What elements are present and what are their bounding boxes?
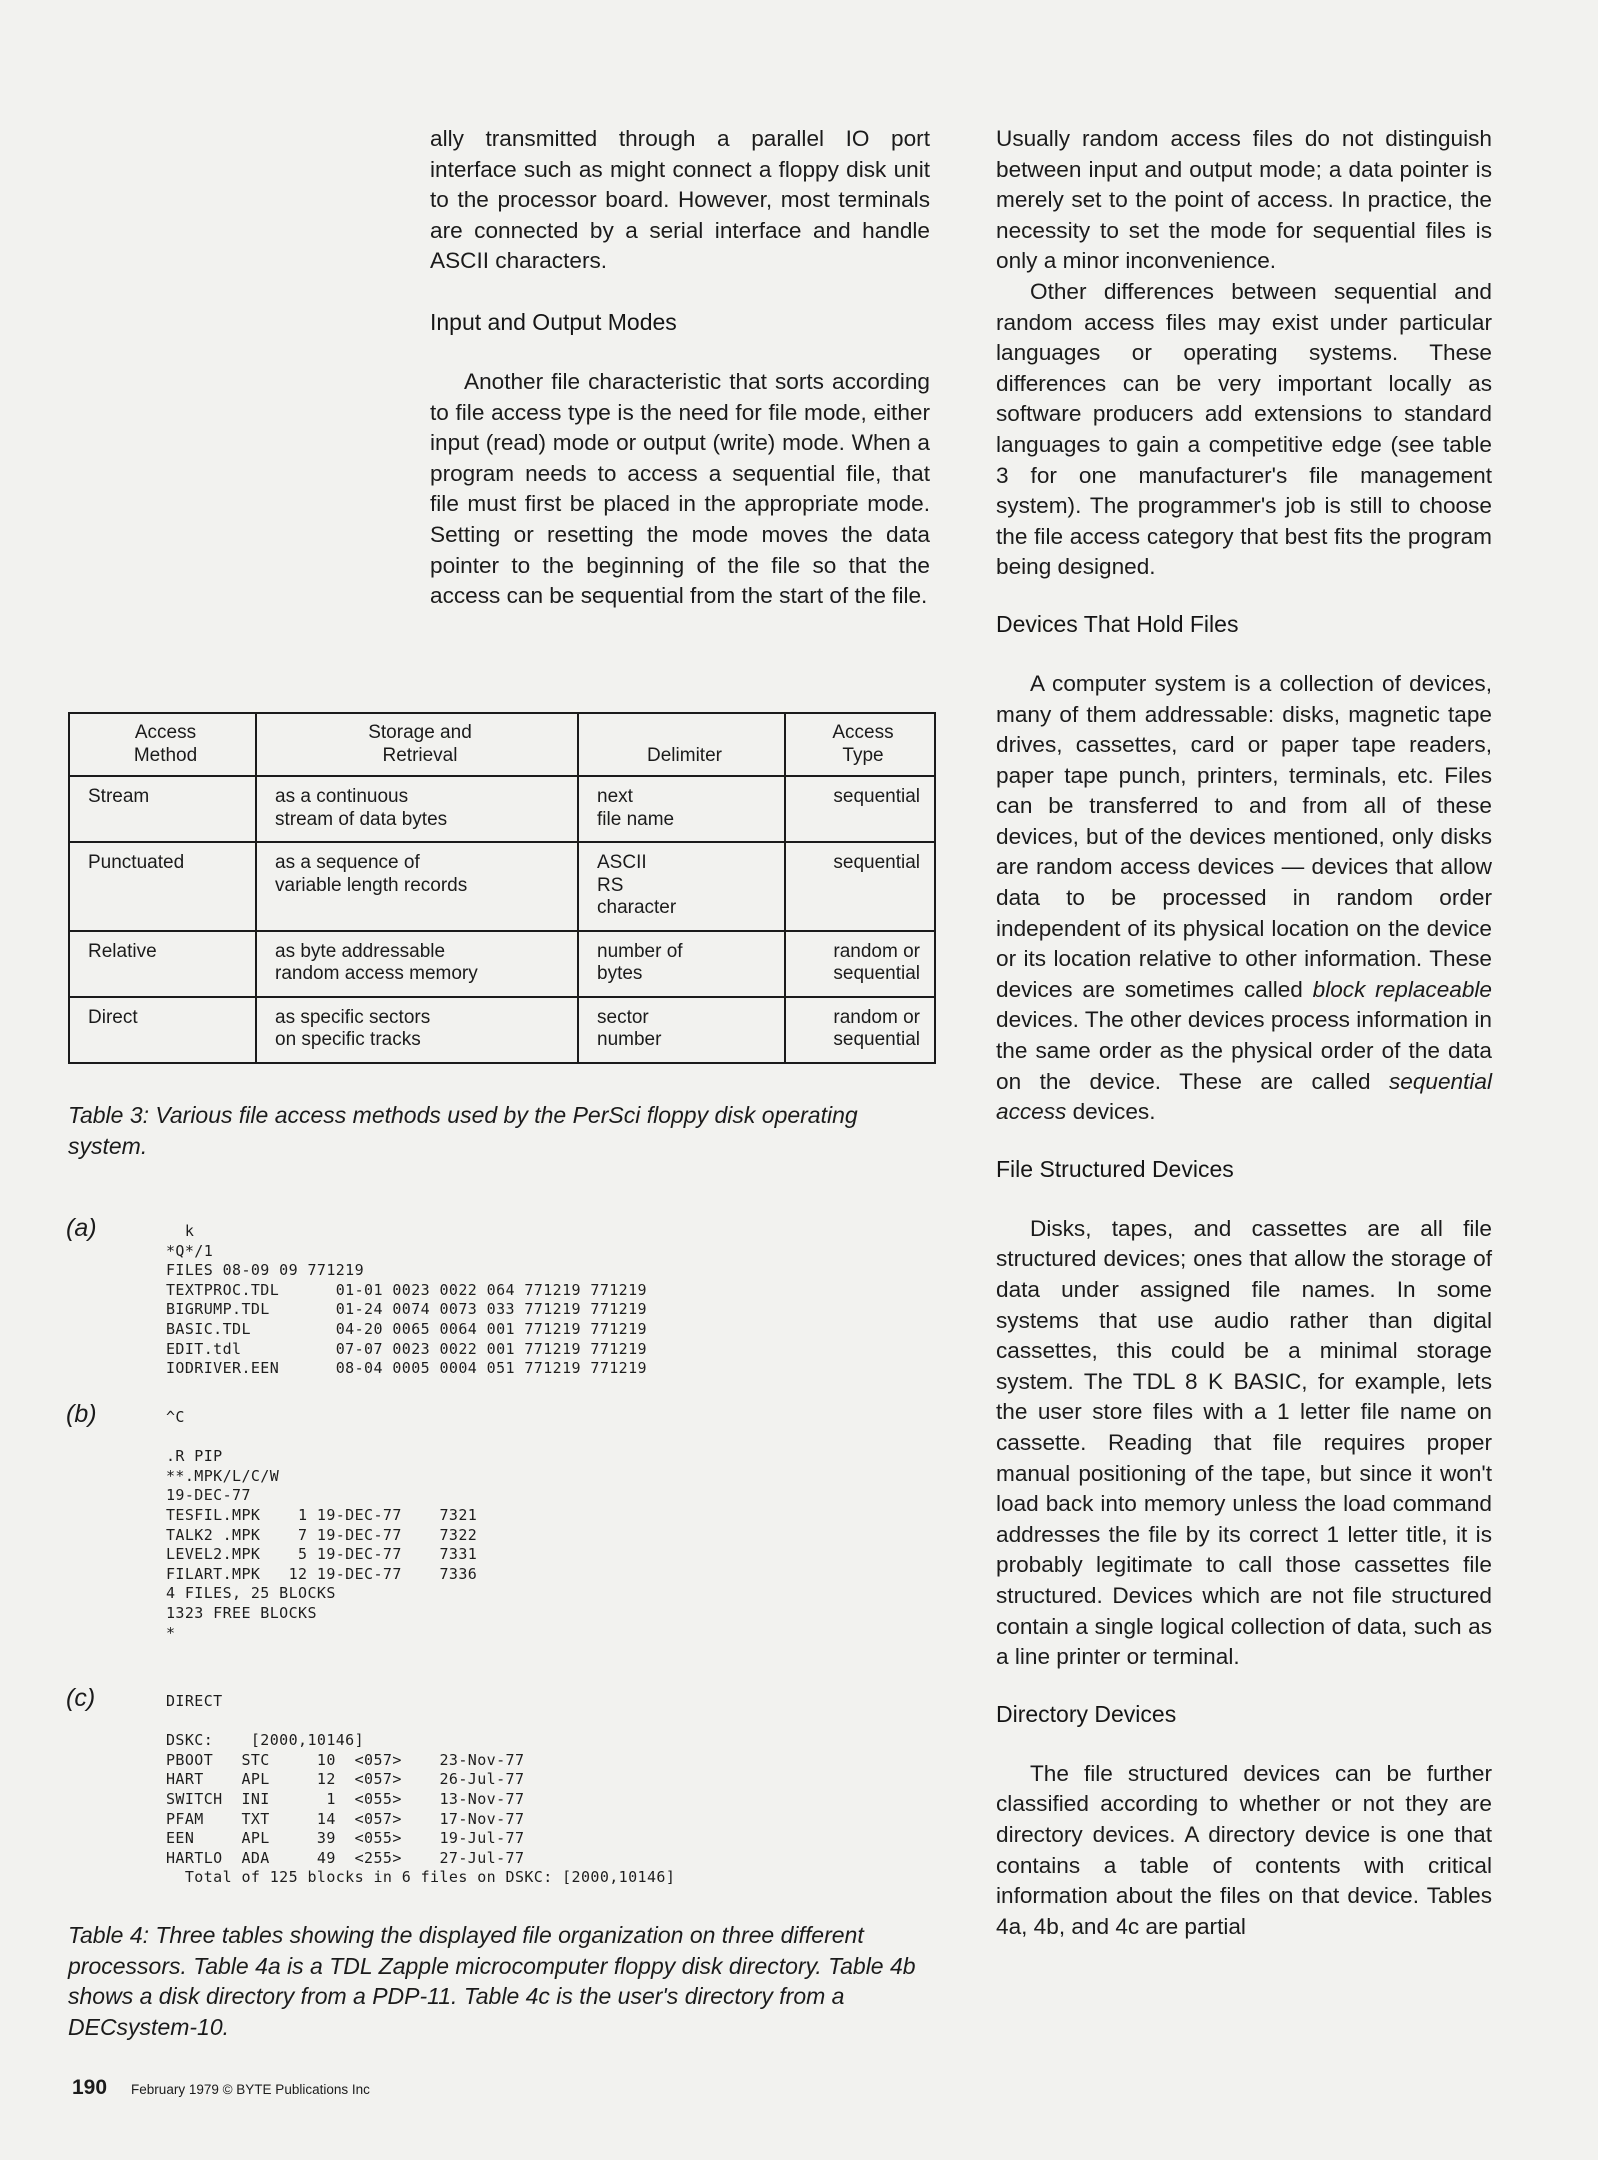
table-cell: as specific sectors on specific tracks <box>256 997 578 1063</box>
table-cell: Direct <box>69 997 256 1063</box>
table3-caption: Table 3: Various file access methods used by the PerSci floppy disk operating system. <box>68 1102 858 1159</box>
emphasis-text: sequential access <box>996 1068 1492 1125</box>
table-cell: as a continuous stream of data bytes <box>256 776 578 842</box>
body-paragraph: ally transmitted through a parallel IO port interface such as might connect a floppy disk unit to the processor board. However, most terminals are connected by a serial interface and handle ASCII characters. <box>430 126 930 274</box>
listing-label-c: (c) <box>66 1684 96 1712</box>
access-methods-table <box>68 712 936 1064</box>
table-row <box>69 931 935 997</box>
directory-listing-b: ^C .R PIP **.MPK/L/C/W 19-DEC-77 TESFIL.MPK 1 19-DEC-77 7321 TALK2 .MPK 7 19-DEC-77 7322 LEVEL2.MPK 5 19-DEC-77 7331 FILART.MPK 12 19-DEC-77 7336 4 FILES, 25 BLOCKS 1323 FREE BLOCKS * <box>166 1408 478 1642</box>
table-header-cell: Access Method <box>69 713 256 776</box>
table-cell: random or sequential <box>785 931 935 997</box>
section-heading: Devices That Hold Files <box>996 610 1239 637</box>
table-cell: sector number <box>578 997 785 1063</box>
body-paragraph: Usually random access files do not distinguish between input and output mode; a data pointer is merely set to the point of access. In practice, the necessity to set the mode for sequential files is only a minor inconvenience. <box>996 126 1492 274</box>
table-header-cell: Access Type <box>785 713 935 776</box>
table-cell: sequential <box>785 776 935 842</box>
section-heading: Input and Output Modes <box>430 308 677 335</box>
emphasis-text: block replaceable <box>1312 976 1493 1002</box>
section-heading: File Structured Devices <box>996 1155 1234 1182</box>
listing-label-b: (b) <box>66 1400 97 1428</box>
body-paragraph: A computer system is a collection of devices, many of them addressable: disks, magnetic tape drives, cassettes, card or paper tape readers, paper tape punch, printers, terminals, etc. Files can be transferred to and from all of these devices, but of the devices mentioned, only disks are random access devices — devices that allow data to be processed in random order independent of its physical location on the device or its location relative to other information. These devices are sometimes called block replaceable devices. The other devices process information in the same order as the physical order of the data on the device. These are called sequential access devices. <box>996 670 1493 1125</box>
table-cell: Punctuated <box>69 842 256 931</box>
table-row <box>69 997 935 1063</box>
table-cell: ASCII RS character <box>578 842 785 931</box>
table-cell: Stream <box>69 776 256 842</box>
table-cell: as a sequence of variable length records <box>256 842 578 931</box>
table4-caption: Table 4: Three tables showing the displayed file organization on three different processors. Table 4a is a TDL Zapple microcomputer floppy disk directory. Table 4b shows a disk directory from a PDP-11. Table 4c is the user's directory from a DECsystem-10. <box>68 1922 916 2040</box>
publication-line: February 1979 © BYTE Publications Inc <box>131 2082 370 2097</box>
page-footer <box>72 2076 370 2100</box>
body-paragraph: Another file characteristic that sorts according to file access type is the need for file mode, either input (read) mode or output (write) mode. When a program needs to access a sequential file, that file must first be placed in the appropriate mode. Setting or resetting the mode moves the data pointer to the beginning of the file so that the access can be sequential from the start of the file. <box>430 368 930 609</box>
table-cell: as byte addressable random access memory <box>256 931 578 997</box>
directory-listing-a: k *Q*/1 FILES 08-09 09 771219 TEXTPROC.TDL 01-01 0023 0022 064 771219 771219 BIGRUMP.TDL 01-24 0074 0073 033 771219 771219 BASIC.TDL 04-20 0065 0064 001 771219 771219 EDIT.tdl 07-07 0023 0022 001 771219 771219 IODRIVER.EEN 08-04 0005 0004 051 771219 771219 <box>166 1222 647 1378</box>
listing-label-a: (a) <box>66 1214 97 1242</box>
directory-listing-c: DIRECT DSKC: [2000,10146] PBOOT STC 10 <057> 23-Nov-77 HART APL 12 <057> 26-Jul-77 SWITCH INI 1 <055> 13-Nov-77 PFAM TXT 14 <057> 17-Nov-77 EEN APL 39 <055> 19-Jul-77 HARTLO ADA 49 <255> 27-Jul-77 Total of 125 blocks in 6 files on DSKC: [2000,10146] <box>166 1692 676 1887</box>
table-header-cell: Storage and Retrieval <box>256 713 578 776</box>
table-cell: Relative <box>69 931 256 997</box>
right-text-column <box>996 124 1492 1942</box>
middle-text-column <box>430 124 930 612</box>
section-heading: Directory Devices <box>996 1700 1177 1727</box>
body-paragraph: Disks, tapes, and cassettes are all file structured devices; ones that allow the storage of data under assigned file names. In some systems that use audio rather than digital cassettes, this could be a minimal storage system. The TDL 8 K BASIC, for example, lets the user store files with a 1 letter file name on cassette. Reading that file requires proper manual positioning of the tape, but since it won't load back into memory unless the load command addresses the file by its correct 1 letter title, it is probably legitimate to call those cassettes file structured. Devices which are not file structured contain a single logical collection of data, such as a line printer or terminal. <box>996 1215 1492 1670</box>
body-paragraph: The file structured devices can be further classified according to whether or not they are directory devices. A directory device is one that contains a table of contents with critical information about the files on that device. Tables 4a, 4b, and 4c are partial <box>996 1760 1492 1939</box>
table-cell: sequential <box>785 842 935 931</box>
table-cell: next file name <box>578 776 785 842</box>
page-number: 190 <box>72 2076 108 2099</box>
table-header-row <box>69 713 935 776</box>
table-header-cell: Delimiter <box>578 713 785 776</box>
table-row <box>69 776 935 842</box>
table-cell: random or sequential <box>785 997 935 1063</box>
table-row <box>69 842 935 931</box>
table-cell: number of bytes <box>578 931 785 997</box>
body-paragraph: Other differences between sequential and random access files may exist under particular languages or operating systems. These differences can be very important locally as software producers add extensions to standard languages to gain a competitive edge (see table 3 for one manufacturer's file management system). The programmer's job is still to choose the file access category that best fits the program being designed. <box>996 278 1492 580</box>
